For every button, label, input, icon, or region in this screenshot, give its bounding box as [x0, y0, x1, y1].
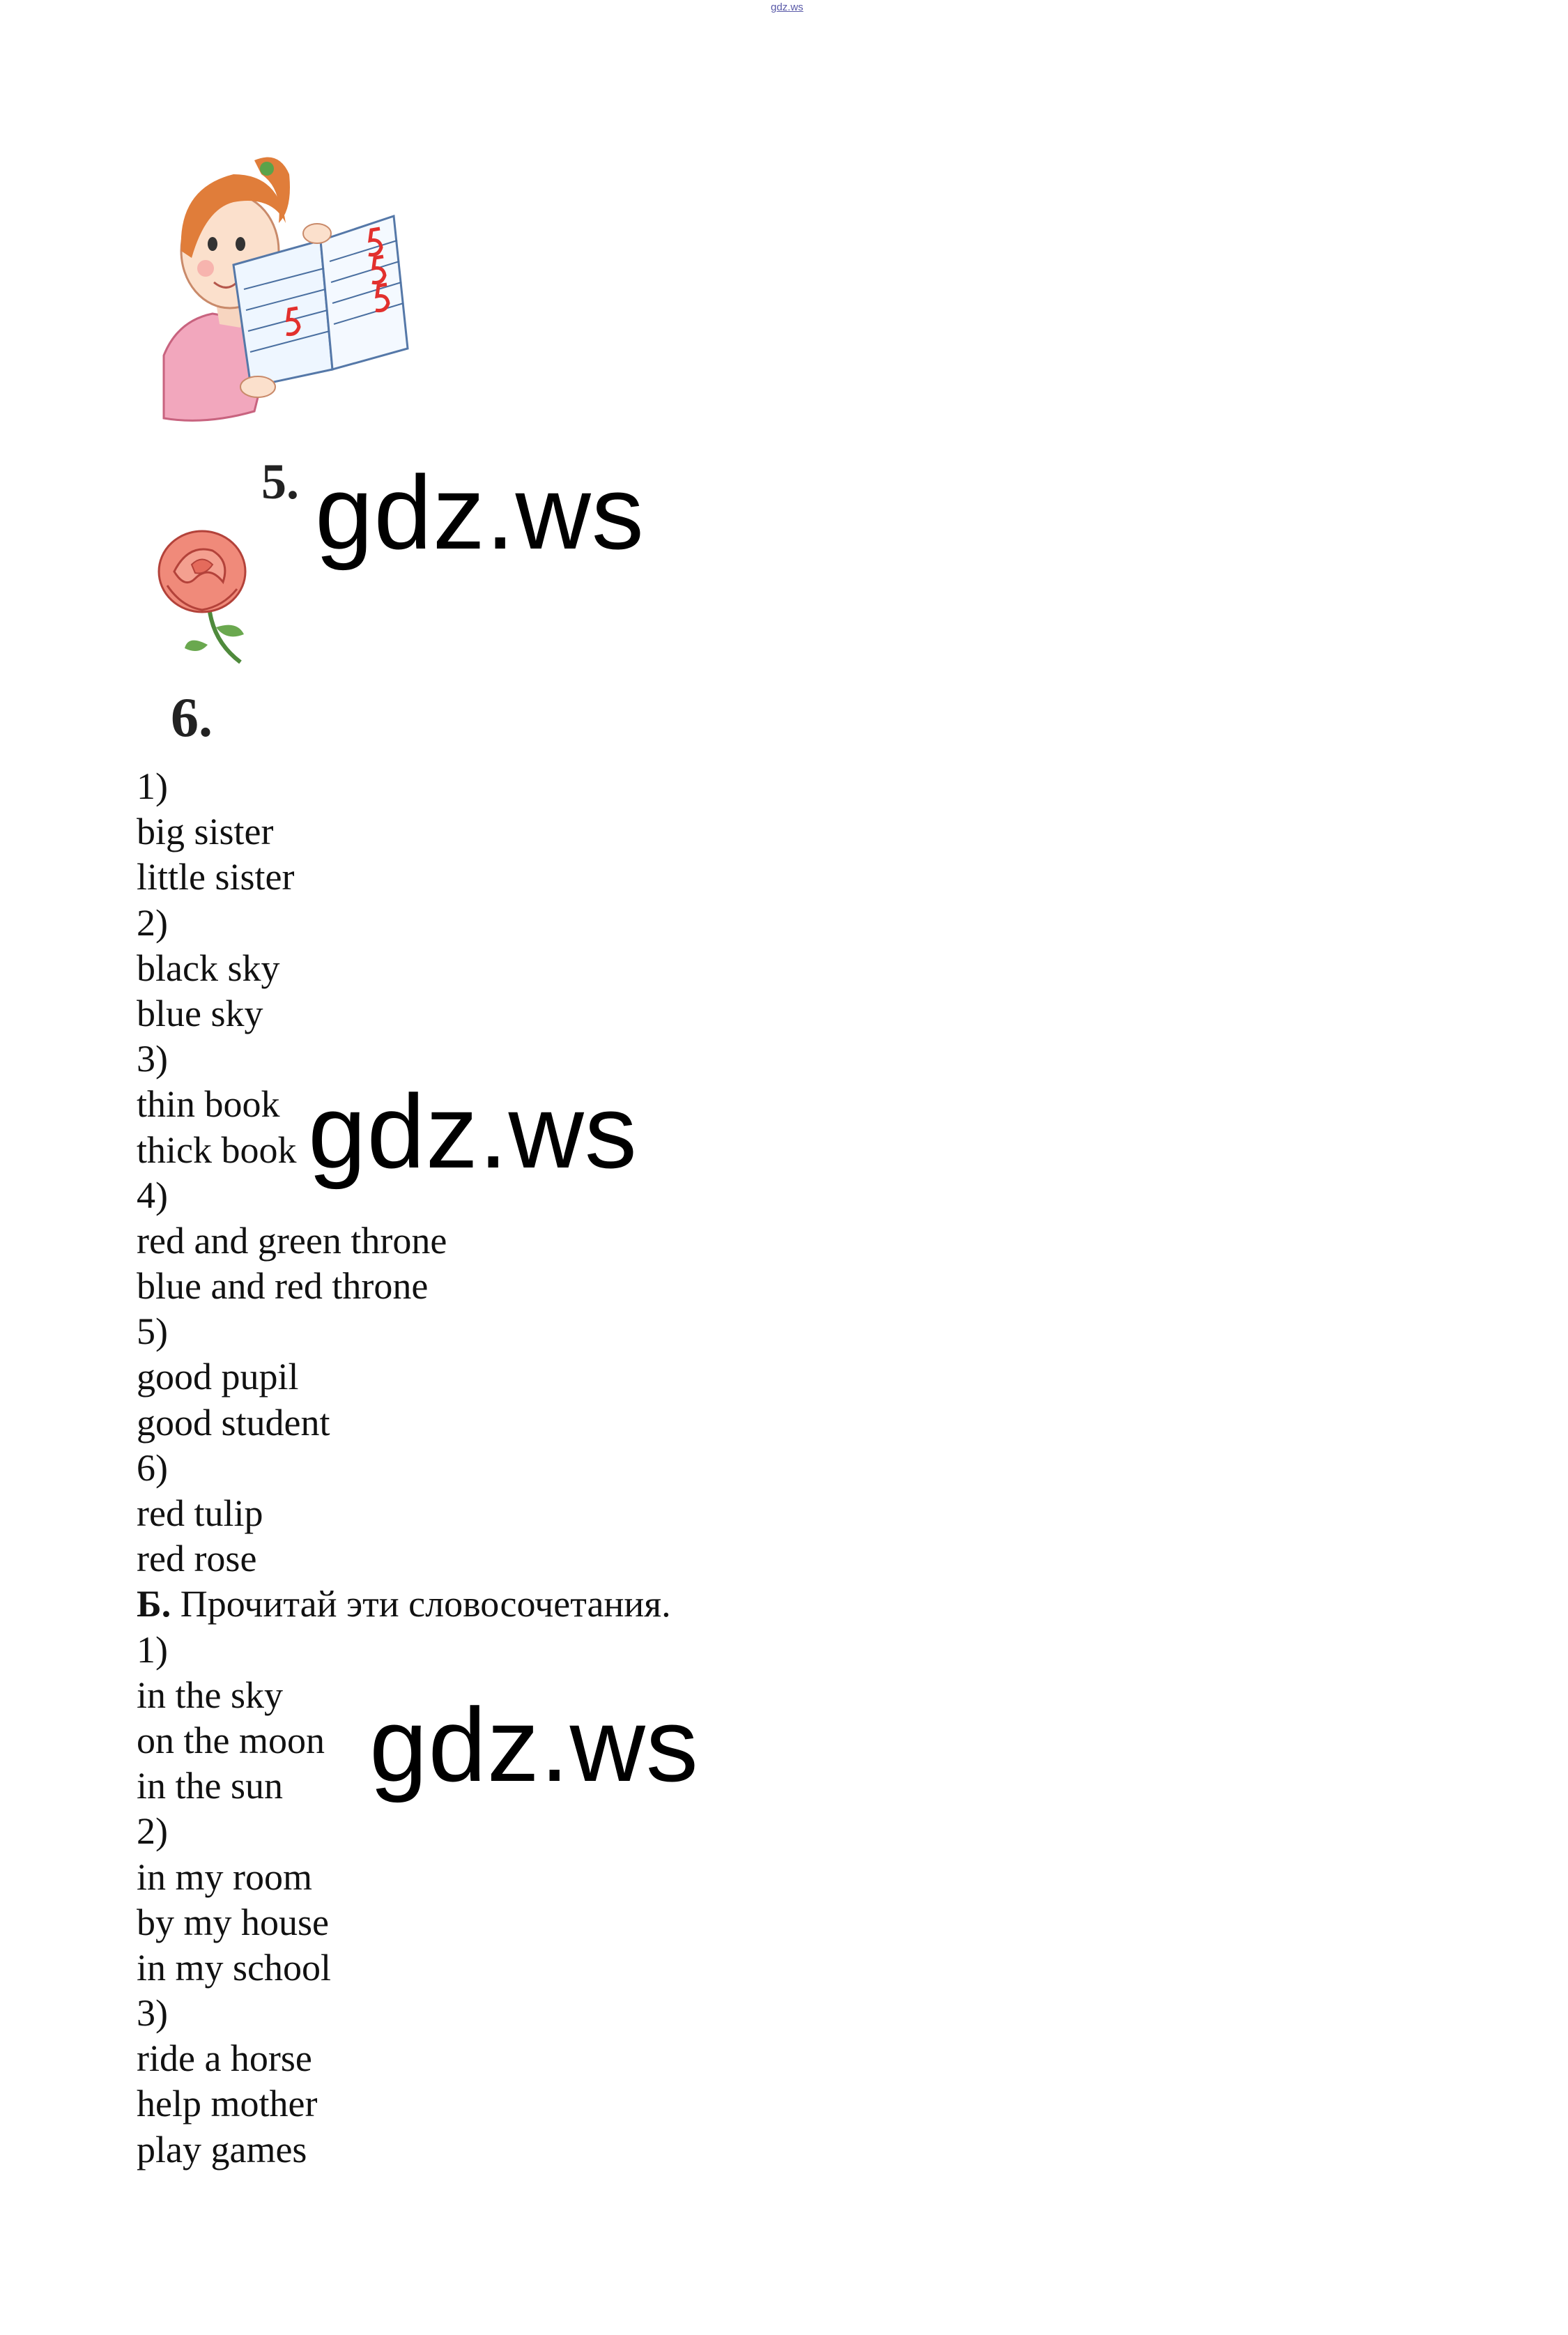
list-item: red and green throne: [137, 1219, 447, 1262]
list-item: good student: [137, 1401, 330, 1444]
list-item: on the moon: [137, 1719, 325, 1761]
list-item: by my house: [137, 1901, 329, 1943]
rose-illustration: [146, 523, 265, 669]
list-item: blue and red throne: [137, 1265, 429, 1308]
list-item: ride a horse: [137, 2037, 312, 2080]
list-item: 4): [137, 1174, 168, 1216]
watermark: gdz.ws: [315, 454, 645, 571]
exercise-5-number: 5.: [261, 454, 299, 510]
list-item: play games: [137, 2128, 307, 2171]
list-item: thin book: [137, 1083, 280, 1126]
list-item: in the sun: [137, 1765, 283, 1807]
list-item: 2): [137, 1810, 168, 1853]
girl-with-notebook-illustration: [150, 146, 425, 432]
list-item: red rose: [137, 1538, 257, 1580]
list-item: 1): [137, 765, 168, 807]
list-item: 2): [137, 901, 168, 944]
list-item: in my school: [137, 1946, 331, 1989]
list-item: good pupil: [137, 1356, 299, 1398]
list-item: thick book: [137, 1128, 297, 1171]
section-b-text: Прочитай эти словосочетания.: [171, 1583, 671, 1625]
list-item: in the sky: [137, 1674, 283, 1716]
list-item: 5): [137, 1310, 168, 1353]
watermark: gdz.ws: [308, 1073, 638, 1190]
list-item: red tulip: [137, 1492, 263, 1534]
phrase-list: [137, 764, 973, 2173]
section-b-label: Б.: [137, 1583, 171, 1625]
header-site-link[interactable]: gdz.ws: [771, 1, 804, 13]
list-item: little sister: [137, 856, 295, 898]
exercise-6-number: 6.: [171, 687, 213, 749]
list-item: big sister: [137, 811, 274, 853]
section-b-heading: [137, 1582, 973, 1627]
list-item: 1): [137, 1628, 168, 1671]
list-item: 3): [137, 1038, 168, 1080]
list-item: black sky: [137, 947, 280, 989]
list-item: help mother: [137, 2083, 318, 2125]
list-item: blue sky: [137, 992, 263, 1034]
list-item: in my room: [137, 1855, 312, 1898]
list-item: 6): [137, 1446, 168, 1489]
list-item: 3): [137, 1992, 168, 2035]
watermark: gdz.ws: [369, 1686, 699, 1803]
